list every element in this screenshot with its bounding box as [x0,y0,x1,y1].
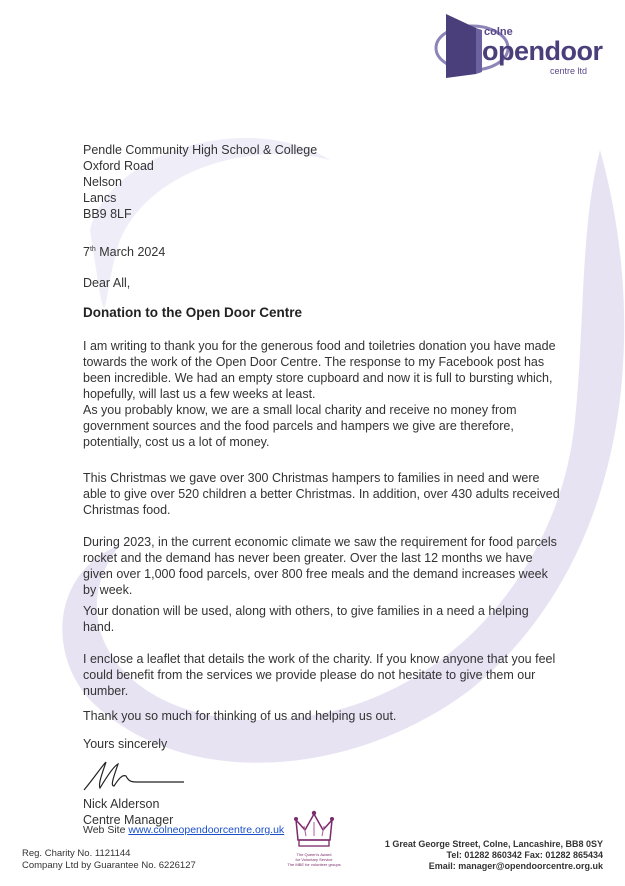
company-number: Company Ltd by Guarantee No. 6226127 [22,860,196,871]
body-paragraph: This Christmas we gave over 300 Christmas hampers to families in need and were able to give over 520 children a better Christmas. In addition, over 430 adults received Christmas food. [83,471,560,517]
subject-heading: Donation to the Open Door Centre [83,305,302,320]
address-line: BB9 8LF [83,207,132,221]
website-label: Web Site [83,824,129,836]
address-line: Pendle Community High School & College [83,143,318,157]
signatory-name: Nick Alderson [83,797,160,811]
contact-address: 1 Great George Street, Colne, Lancashire, BB8 0SY [384,839,603,849]
contact-details [385,839,603,872]
date-suffix: th [89,245,96,253]
address-line: Oxford Road [83,159,154,173]
letter-date [83,245,165,259]
body-paragraph: As you probably know, we are a small local charity and receive no money from government sources and the food parcels and hampers we give are therefore, potentially, cost us a lot of money. [83,403,517,449]
charity-number: Reg. Charity No. 1121144 [22,848,131,859]
website-line [83,824,284,836]
award-line: for Voluntary Service [295,857,333,862]
logo [432,12,612,82]
award-line: The Queen's Award [296,852,332,857]
award-caption [284,852,344,867]
signatory-title: Centre Manager [83,813,174,827]
signature [80,756,190,796]
logo-bottom-text: centre ltd [550,66,588,76]
body-paragraph: Thank you so much for thinking of us and helping us out. [83,709,397,723]
contact-phone: Tel: 01282 860342 Fax: 01282 865434 [446,850,603,860]
logo-main-text: opendoor [482,36,603,66]
logo-top-text: colne [484,26,513,38]
award-line: The MBE for volunteer groups [287,862,341,867]
website-link[interactable]: www.colneopendoorcentre.org.uk [128,824,285,836]
closing-phrase: Yours sincerely [83,737,168,751]
body-paragraph: During 2023, in the current economic climate we saw the requirement for food parcels rocket and the demand has never been greater. Over the last 12 months we have given over 1,000 food parcels, over 800 free meals and the demand increases week by week. [83,535,557,597]
body-paragraph: I enclose a leaflet that details the work of the charity. If you know anyone that you feel could benefit from the services we provide please do not hesitate to give them our number. [83,652,556,698]
address-line: Lancs [83,191,117,205]
address-line: Nelson [83,175,122,189]
date-day: 7 [83,245,90,259]
registration-info [22,848,196,872]
recipient-address [83,142,317,222]
contact-email: Email: manager@opendoorcentre.org.uk [428,861,603,871]
body-paragraph: I am writing to thank you for the generous food and toiletries donation you have made towards the work of the Open Door Centre. The response to my Facebook post has been incredible. We had an empty store cupboard and now it is full to bursting which, hopefully, will last us a few weeks at least. [83,339,556,401]
date-rest: March 2024 [95,245,166,259]
greeting: Dear All, [83,276,131,290]
body-paragraph: Your donation will be used, along with others, to give families in a need a helping hand. [83,604,529,634]
